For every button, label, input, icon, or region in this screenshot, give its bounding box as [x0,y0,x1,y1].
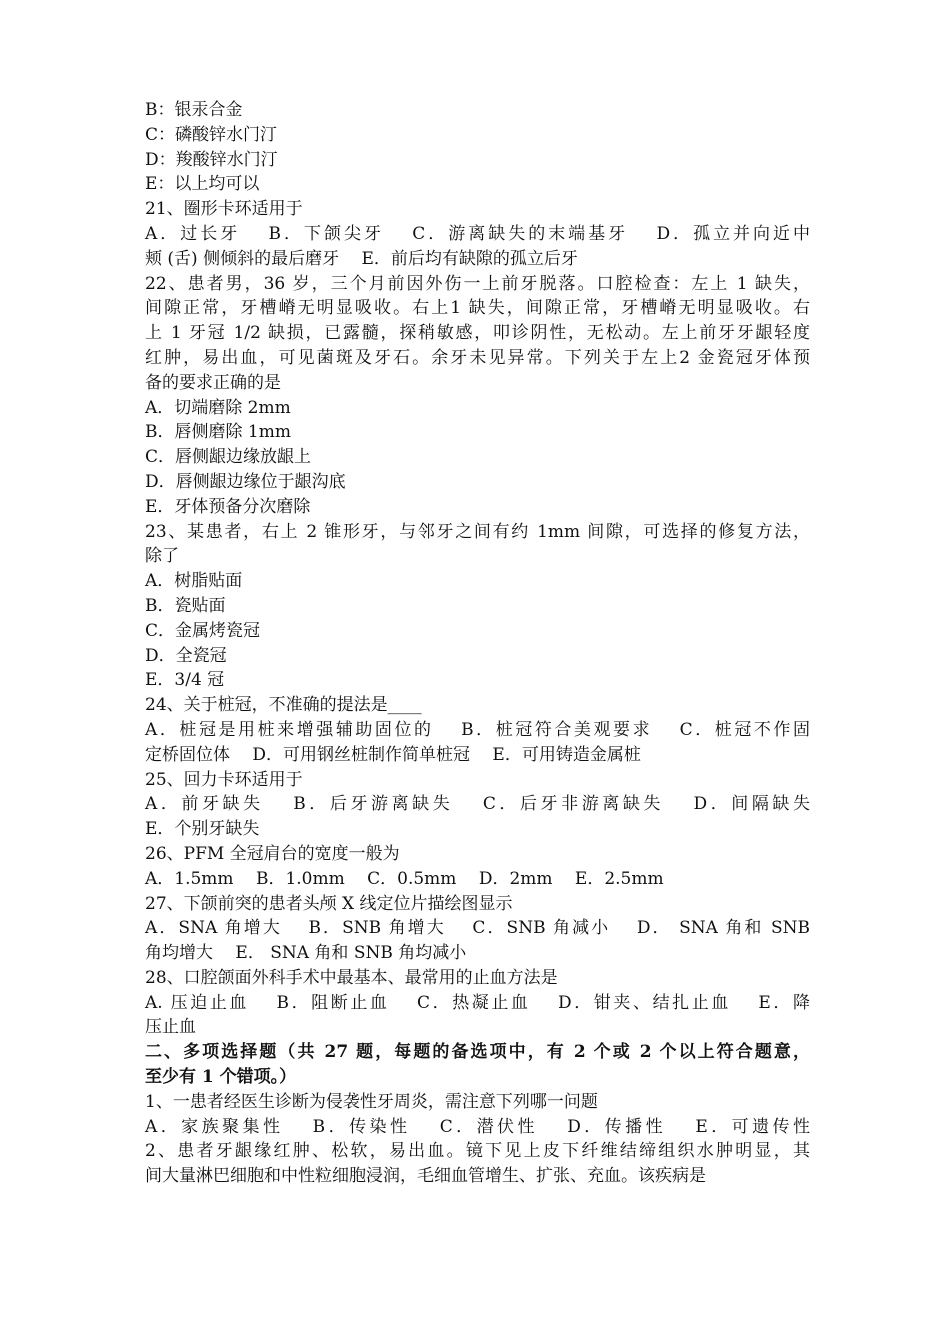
text-line: 26、PFM 全冠肩台的宽度一般为 [145,843,400,864]
text-line: 28、口腔颌面外科手术中最基本、最常用的止血方法是 [145,967,558,988]
section-heading-line: 至少有 1 个错项。） [145,1067,297,1088]
text-line: 红肿，易出血，可见菌斑及牙石。余牙未见异常。下列关于左上2 金瓷冠牙体预 [145,347,810,368]
text-line: 除了 [145,546,179,567]
text-line: 22、患者男，36 岁，三个月前因外伤一上前牙脱落。口腔检查：左上 1 缺失， [145,273,810,294]
text-line: A．SNA 角增大 B．SNB 角增大 C．SNB 角减小 D． SNA 角和 SNB [145,918,810,939]
text-line: A．家族聚集性 B．传染性 C．潜伏性 D．传播性 E．可遗传性 [145,1116,810,1137]
document-page [145,98,810,1189]
text-line: 21、圈形卡环适用于 [145,199,303,220]
section-heading-line: 二、多项选择题（共 27 题，每题的备选项中，有 2 个或 2 个以上符合题意， [145,1042,810,1063]
text-line: 备的要求正确的是 [145,372,281,393]
text-line: 上 1 牙冠 1/2 缺损，已露髓，探稍敏感，叩诊阴性，无松动。左上前牙牙龈轻度 [145,323,810,344]
text-line: B．瓷贴面 [145,595,226,616]
text-line: A．桩冠是用桩来增强辅助固位的 B．桩冠符合美观要求 C．桩冠不作固 [145,719,810,740]
text-line: 23、某患者，右上 2 锥形牙，与邻牙之间有约 1mm 间隙，可选择的修复方法， [145,521,810,542]
text-line: C：磷酸锌水门汀 [145,124,278,145]
text-line: A．树脂贴面 [145,571,243,592]
text-line: A．1.5mm B．1.0mm C．0.5mm D．2mm E．2.5mm [145,868,664,889]
text-line: B．唇侧磨除 1mm [145,422,291,443]
text-line: A．切端磨除 2mm [145,397,291,418]
text-line: A．过长牙 B．下颌尖牙 C．游离缺失的末端基牙 D．孤立并向近中 [145,223,810,244]
text-line: 间隙正常，牙槽嵴无明显吸收。右上1 缺失，间隙正常，牙槽嵴无明显吸收。右 [145,298,810,319]
text-line: A. 压迫止血 B．阻断止血 C．热凝止血 D．钳夹、结扎止血 E．降 [145,992,810,1013]
text-line: 间大量淋巴细胞和中性粒细胞浸润，毛细血管增生、扩张、充血。该疾病是 [145,1166,706,1187]
text-line: C．金属烤瓷冠 [145,620,261,641]
text-line: 压止血 [145,1017,196,1038]
text-line: D．唇侧龈边缘位于龈沟底 [145,471,346,492]
text-line: E．个别牙缺失 [145,819,260,840]
text-line: D：羧酸锌水门汀 [145,149,278,170]
text-line: D．全瓷冠 [145,645,227,666]
text-line: 25、回力卡环适用于 [145,769,303,790]
text-line: 颊 (舌) 侧倾斜的最后磨牙 E．前后均有缺隙的孤立后牙 [145,248,578,269]
text-line: 24、关于桩冠，不准确的提法是____ [145,695,422,716]
text-line: 角均增大 E． SNA 角和 SNB 角均减小 [145,943,467,964]
text-line: E．牙体预备分次磨除 [145,496,311,517]
text-line: B：银汞合金 [145,100,243,120]
text-line: A．前牙缺失 B．后牙游离缺失 C．后牙非游离缺失 D．间隔缺失 [145,794,810,815]
text-line: 定桥固位体 D．可用钢丝桩制作简单桩冠 E．可用铸造金属桩 [145,744,641,765]
text-line: 27、下颌前突的患者头颅 X 线定位片描绘图显示 [145,893,513,914]
text-line: E：以上均可以 [145,174,260,195]
text-line: E．3/4 冠 [145,670,225,691]
text-line: 2、患者牙龈缘红肿、松软，易出血。镜下见上皮下纤维结缔组织水肿明显，其 [145,1141,810,1162]
text-line: 1、一患者经医生诊断为侵袭性牙周炎，需注意下列哪一问题 [145,1091,598,1112]
text-line: C．唇侧龈边缘放龈上 [145,447,312,468]
